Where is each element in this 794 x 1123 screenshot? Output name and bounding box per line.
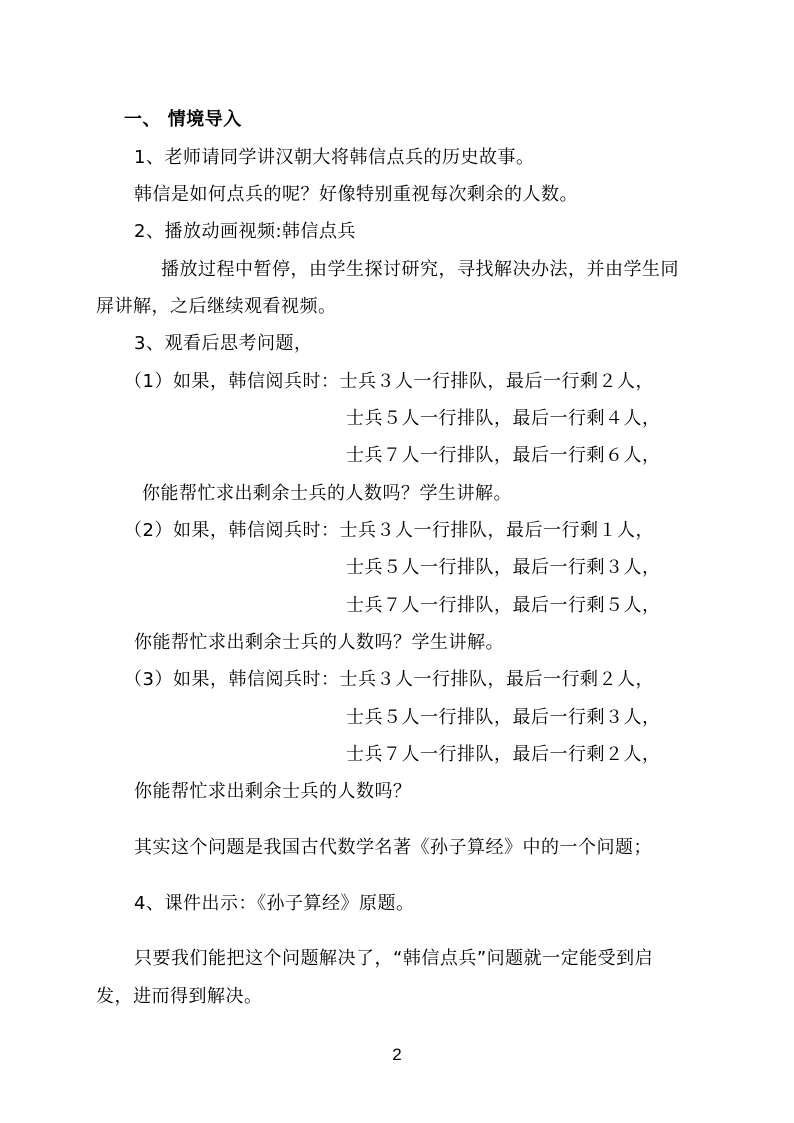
paragraph: 3、观看后思考问题，: [134, 333, 313, 354]
paragraph: 1、老师请同学讲汉朝大将韩信点兵的历史故事。: [134, 147, 535, 168]
paragraph: 其实这个问题是我国古代数学名著《孙子算经》中的一个问题；: [134, 837, 652, 858]
paragraph: 4、课件出示：《孙子算经》原题。: [134, 893, 415, 914]
question-line: 你能帮忙求出剩余士兵的人数吗？学生讲解。: [134, 632, 504, 653]
question-line: 士兵５人一行排队，最后一行剩３人，: [346, 557, 661, 578]
question-line: 士兵７人一行排队，最后一行剩６人，: [346, 445, 661, 466]
question-line: 士兵７人一行排队，最后一行剩２人，: [346, 744, 661, 765]
paragraph: 发，进而得到解决。: [96, 986, 263, 1007]
question-line: （1）如果，韩信阅兵时：士兵３人一行排队，最后一行剩２人，: [124, 371, 654, 392]
question-line: 士兵７人一行排队，最后一行剩５人，: [346, 595, 661, 616]
paragraph: 2、播放动画视频:韩信点兵: [134, 221, 357, 242]
question-line: （3）如果，韩信阅兵时：士兵３人一行排队，最后一行剩２人，: [124, 669, 654, 690]
question-line: （2）如果，韩信阅兵时：士兵３人一行排队，最后一行剩１人，: [124, 520, 654, 541]
page-number: 2: [392, 1045, 402, 1064]
question-line: 你能帮忙求出剩余士兵的人数吗？学生讲解。: [142, 483, 512, 504]
paragraph: 播放过程中暂停，由学生探讨研究，寻找解决办法，并由学生同: [161, 259, 679, 280]
question-line: 士兵５人一行排队，最后一行剩３人，: [346, 707, 661, 728]
paragraph: 韩信是如何点兵的呢？好像特别重视每次剩余的人数。: [134, 184, 578, 205]
paragraph: 只要我们能把这个问题解决了，“韩信点兵”问题就一定能受到启: [134, 948, 654, 969]
question-line: 你能帮忙求出剩余士兵的人数吗？: [134, 781, 412, 802]
paragraph: 屏讲解，之后继续观看视频。: [96, 296, 337, 317]
section-heading: 一、 情境导入: [124, 109, 242, 130]
question-line: 士兵５人一行排队，最后一行剩４人，: [346, 408, 661, 429]
